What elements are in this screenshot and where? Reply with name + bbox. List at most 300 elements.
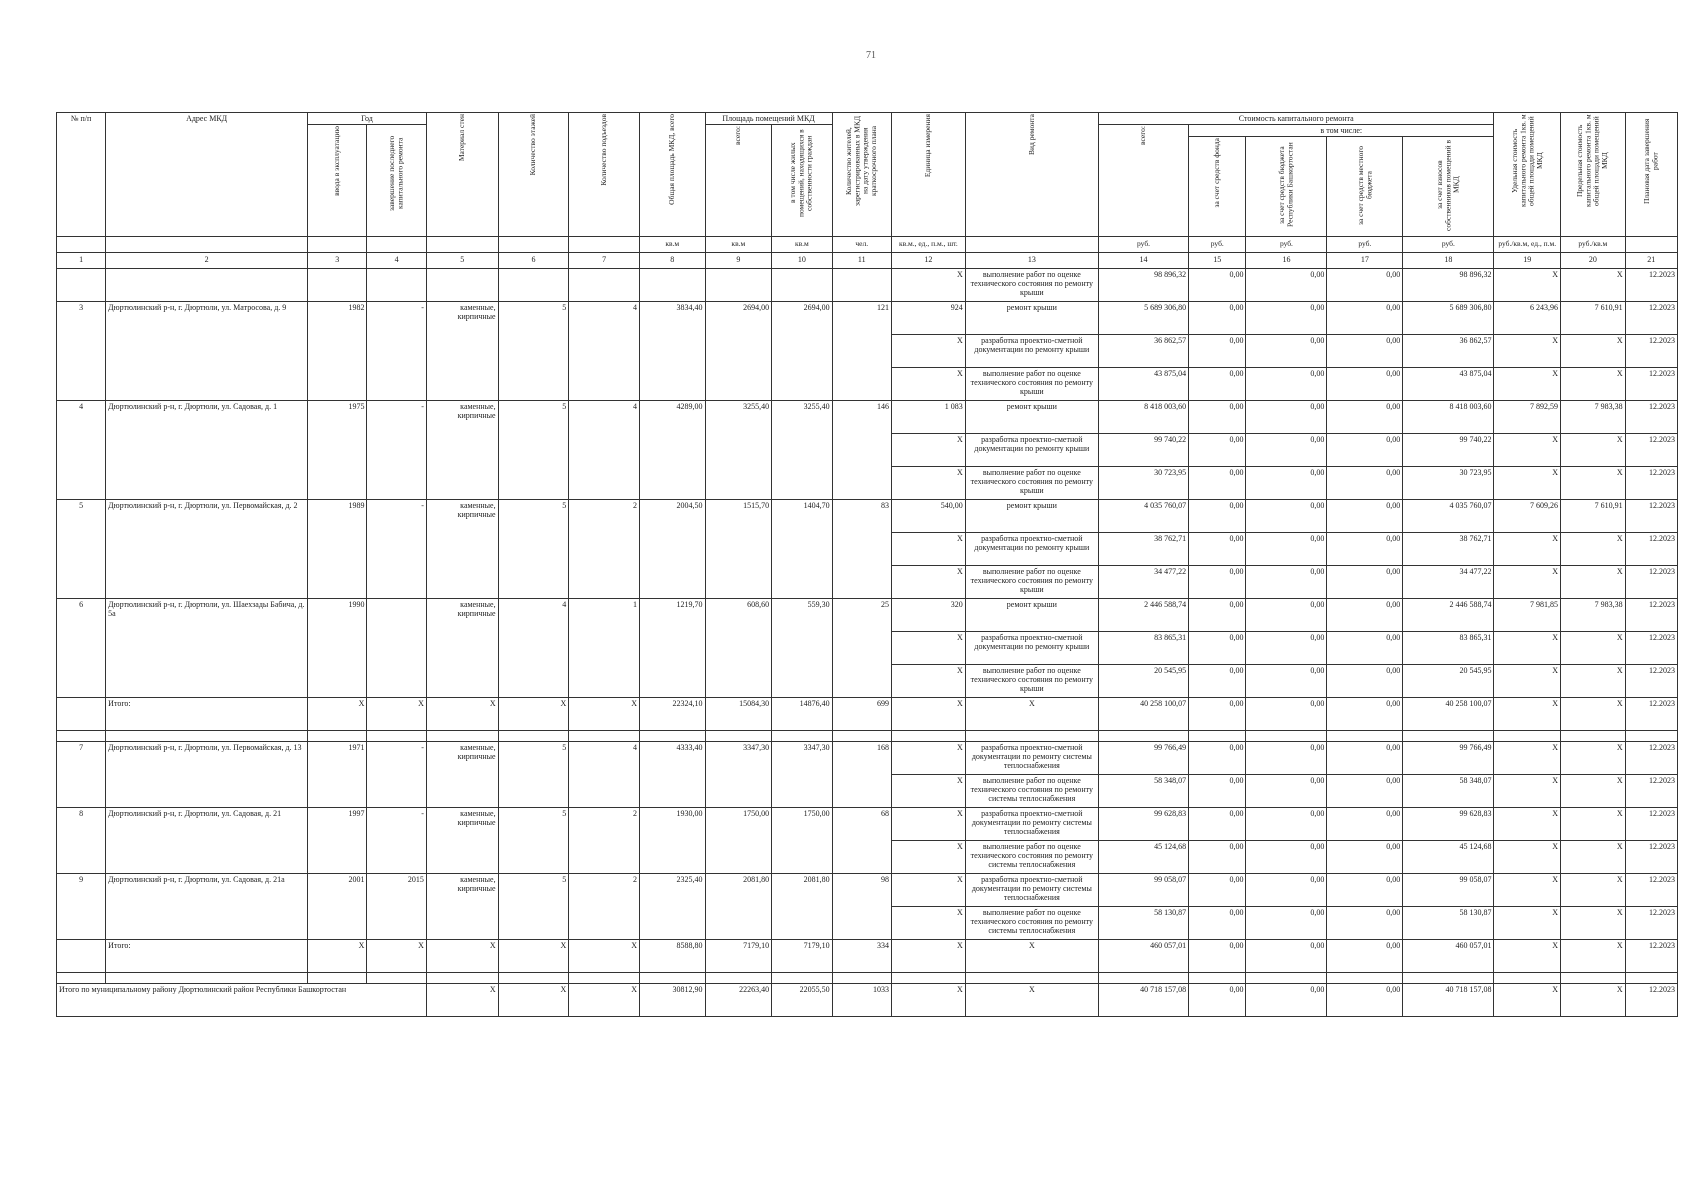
cost-republic-cell: 0,00 [1246, 367, 1327, 400]
unit-cell [57, 236, 106, 252]
cost-republic-cell: 0,00 [1246, 939, 1327, 972]
cost-local-cell: 0,00 [1327, 400, 1403, 433]
spacer-cell [106, 972, 308, 983]
premises-residential-cell: 3347,30 [772, 741, 832, 807]
col-floors-header: Количество этажей [498, 113, 569, 237]
grand-total-label: Итого по муниципальному району Дюртюлинский район Республики Башкортостан [57, 983, 427, 1016]
premises-total-cell: 15084,30 [705, 697, 772, 730]
cost-total-cell: 5 689 306,80 [1098, 301, 1188, 334]
cost-fund-cell: 0,00 [1189, 268, 1246, 301]
row-number [57, 697, 106, 730]
limit-cost-cell: X [1561, 873, 1626, 906]
year-commission-cell: X [308, 939, 367, 972]
spacer-cell [1327, 972, 1403, 983]
cost-fund-cell: 0,00 [1189, 840, 1246, 873]
cost-local-cell: 0,00 [1327, 664, 1403, 697]
unit-measure-cell: X [891, 433, 965, 466]
cost-local-cell: 0,00 [1327, 741, 1403, 774]
col-year-last-header: завершение последнего капитального ремонта [367, 125, 426, 236]
premises-residential-cell: 2081,80 [772, 873, 832, 939]
cost-fund-cell: 0,00 [1189, 400, 1246, 433]
premises-total-cell: 1515,70 [705, 499, 772, 598]
limit-cost-cell: X [1561, 697, 1626, 730]
grand-total-type: X [965, 983, 1098, 1016]
cost-local-cell: 0,00 [1327, 774, 1403, 807]
grand-total-unit: X [891, 983, 965, 1016]
premises-residential-cell [772, 268, 832, 301]
total-area-cell: 1930,00 [639, 807, 705, 873]
total-area-cell: 22324,10 [639, 697, 705, 730]
premises-residential-cell: 7179,10 [772, 939, 832, 972]
repair-type-cell: разработка проектно-сметной документации по ремонту крыши [965, 334, 1098, 367]
entrances-cell: X [569, 939, 640, 972]
col-address-header: Адрес МКД [106, 113, 308, 237]
unit-measure-cell: X [891, 334, 965, 367]
floors-cell: X [498, 697, 569, 730]
planned-date-cell: 12.2023 [1625, 741, 1677, 774]
cost-local-cell: 0,00 [1327, 301, 1403, 334]
cost-total-cell: 58 348,07 [1098, 774, 1188, 807]
repair-type-cell: разработка проектно-сметной документации по ремонту крыши [965, 532, 1098, 565]
unit-cell: руб./кв.м [1561, 236, 1626, 252]
col-premises-total-header: всего: [705, 125, 772, 236]
grand-total-date: 12.2023 [1625, 983, 1677, 1016]
table-row [57, 807, 1678, 840]
unit-measure-cell: 924 [891, 301, 965, 334]
cost-republic-cell: 0,00 [1246, 301, 1327, 334]
repair-type-cell: ремонт крыши [965, 301, 1098, 334]
address-cell: Дюртюлинский р-н, г. Дюртюли, ул. Первомайская, д. 13 [106, 741, 308, 807]
repair-type-cell: X [965, 697, 1098, 730]
cost-total-cell: 34 477,22 [1098, 565, 1188, 598]
spacer-cell [1189, 972, 1246, 983]
grand-total-local: 0,00 [1327, 983, 1403, 1016]
cost-owners-cell: 58 348,07 [1403, 774, 1494, 807]
col-unit-header: Единица измерения [891, 113, 965, 237]
cost-owners-cell: 83 865,31 [1403, 631, 1494, 664]
cost-republic-cell: 0,00 [1246, 268, 1327, 301]
planned-date-cell: 12.2023 [1625, 697, 1677, 730]
unit-cost-cell: 7 609,26 [1494, 499, 1561, 532]
cost-local-cell: 0,00 [1327, 433, 1403, 466]
limit-cost-cell: X [1561, 532, 1626, 565]
year-last-repair-cell [367, 598, 426, 697]
spacer-cell [1561, 972, 1626, 983]
spacer-cell [367, 730, 426, 741]
planned-date-cell: 12.2023 [1625, 433, 1677, 466]
limit-cost-cell: X [1561, 741, 1626, 774]
cost-owners-cell: 40 258 100,07 [1403, 697, 1494, 730]
unit-measure-cell: X [891, 906, 965, 939]
entrances-cell: X [569, 697, 640, 730]
total-area-cell: 3834,40 [639, 301, 705, 400]
floors-cell: 4 [498, 598, 569, 697]
column-number-cell: 18 [1403, 252, 1494, 268]
grand-total-limit: X [1561, 983, 1626, 1016]
unit-cost-cell: X [1494, 334, 1561, 367]
year-commission-cell: 1990 [308, 598, 367, 697]
spacer-cell [772, 972, 832, 983]
planned-date-cell: 12.2023 [1625, 367, 1677, 400]
cost-group-header: Стоимость капитального ремонта [1098, 113, 1494, 125]
total-area-cell: 8588,80 [639, 939, 705, 972]
premises-total-cell: 1750,00 [705, 807, 772, 873]
col-repair-type-header: Вид ремонта [965, 113, 1098, 237]
cost-fund-cell: 0,00 [1189, 598, 1246, 631]
unit-cell: кв.м [639, 236, 705, 252]
cost-republic-cell: 0,00 [1246, 499, 1327, 532]
year-commission-cell: 2001 [308, 873, 367, 939]
cost-local-cell: 0,00 [1327, 268, 1403, 301]
unit-cost-cell: X [1494, 268, 1561, 301]
total-area-cell: 2004,50 [639, 499, 705, 598]
spacer-cell [639, 730, 705, 741]
spacer-cell [498, 972, 569, 983]
limit-cost-cell: X [1561, 565, 1626, 598]
planned-date-cell: 12.2023 [1625, 334, 1677, 367]
cost-fund-cell: 0,00 [1189, 367, 1246, 400]
limit-cost-cell: 7 610,91 [1561, 301, 1626, 334]
unit-cell: руб. [1246, 236, 1327, 252]
spacer-cell [705, 972, 772, 983]
unit-cell [1625, 236, 1677, 252]
entrances-cell: 2 [569, 499, 640, 598]
planned-date-cell: 12.2023 [1625, 939, 1677, 972]
table-row [57, 499, 1678, 532]
cost-local-cell: 0,00 [1327, 565, 1403, 598]
spacer-cell [57, 730, 106, 741]
cost-republic-cell: 0,00 [1246, 631, 1327, 664]
cost-fund-cell: 0,00 [1189, 873, 1246, 906]
spacer-cell [891, 972, 965, 983]
year-commission-cell: 1982 [308, 301, 367, 400]
spacer-cell [1403, 730, 1494, 741]
cost-owners-cell: 38 762,71 [1403, 532, 1494, 565]
unit-measure-cell: X [891, 466, 965, 499]
planned-date-cell: 12.2023 [1625, 400, 1677, 433]
spacer-cell [1246, 730, 1327, 741]
spacer-cell [832, 972, 891, 983]
unit-cost-cell: X [1494, 631, 1561, 664]
spacer-cell [1625, 972, 1677, 983]
unit-measure-cell: X [891, 774, 965, 807]
premises-residential-cell: 2694,00 [772, 301, 832, 400]
spacer-cell [57, 972, 106, 983]
cost-local-cell: 0,00 [1327, 499, 1403, 532]
repair-type-cell: выполнение работ по оценке технического состояния по ремонту системы теплоснабжения [965, 906, 1098, 939]
planned-date-cell: 12.2023 [1625, 499, 1677, 532]
row-number: 7 [57, 741, 106, 807]
spacer-cell [772, 730, 832, 741]
cost-owners-cell: 99 058,07 [1403, 873, 1494, 906]
grand-total-floors: X [498, 983, 569, 1016]
capital-repair-table [56, 112, 1678, 1017]
column-numbers-row [57, 252, 1678, 268]
limit-cost-cell: X [1561, 334, 1626, 367]
cost-fund-cell: 0,00 [1189, 499, 1246, 532]
cost-fund-cell: 0,00 [1189, 939, 1246, 972]
spacer-cell [639, 972, 705, 983]
cost-owners-cell: 8 418 003,60 [1403, 400, 1494, 433]
spacer-cell [1561, 730, 1626, 741]
cost-owners-cell: 2 446 588,74 [1403, 598, 1494, 631]
grand-total-entrances: X [569, 983, 640, 1016]
column-number-cell: 13 [965, 252, 1098, 268]
entrances-cell: 2 [569, 807, 640, 873]
col-entrances-header: Количество подъездов [569, 113, 640, 237]
repair-type-cell: разработка проектно-сметной документации по ремонту крыши [965, 433, 1098, 466]
planned-date-cell: 12.2023 [1625, 268, 1677, 301]
unit-measure-cell: X [891, 565, 965, 598]
spacer-cell [1246, 972, 1327, 983]
cost-total-cell: 36 862,57 [1098, 334, 1188, 367]
page-number: 71 [866, 50, 876, 61]
floors-cell: 5 [498, 873, 569, 939]
cost-republic-cell: 0,00 [1246, 565, 1327, 598]
cost-total-cell: 30 723,95 [1098, 466, 1188, 499]
planned-date-cell: 12.2023 [1625, 631, 1677, 664]
year-last-repair-cell: X [367, 697, 426, 730]
floors-cell: 5 [498, 400, 569, 499]
cost-local-cell: 0,00 [1327, 697, 1403, 730]
spacer-cell [308, 730, 367, 741]
spacer-cell [832, 730, 891, 741]
floors-cell: 5 [498, 499, 569, 598]
spacer-cell [965, 972, 1098, 983]
cost-fund-cell: 0,00 [1189, 466, 1246, 499]
unit-cell: руб. [1098, 236, 1188, 252]
residents-cell: 98 [832, 873, 891, 939]
unit-cell [965, 236, 1098, 252]
floors-cell: X [498, 939, 569, 972]
col-cost-total-header: всего: [1098, 125, 1188, 236]
floors-cell [498, 268, 569, 301]
table-row [57, 268, 1678, 301]
unit-cell [367, 236, 426, 252]
address-cell [106, 268, 308, 301]
cost-owners-cell: 30 723,95 [1403, 466, 1494, 499]
spacer-cell [1494, 730, 1561, 741]
repair-type-cell: выполнение работ по оценке технического состояния по ремонту системы теплоснабжения [965, 774, 1098, 807]
unit-measure-cell: X [891, 664, 965, 697]
grand-total-material: X [426, 983, 498, 1016]
cost-total-cell: 99 058,07 [1098, 873, 1188, 906]
col-unit-cost-header: Удельная стоимость капитального ремонта 1кв. м общей площади помещений МКД [1494, 113, 1561, 237]
repair-type-cell: выполнение работ по оценке технического состояния по ремонту крыши [965, 664, 1098, 697]
cost-republic-cell: 0,00 [1246, 807, 1327, 840]
year-commission-cell: X [308, 697, 367, 730]
unit-measure-cell: X [891, 939, 965, 972]
table-row [57, 301, 1678, 334]
unit-measure-cell: X [891, 741, 965, 774]
premises-total-cell: 2081,80 [705, 873, 772, 939]
cost-fund-cell: 0,00 [1189, 741, 1246, 774]
entrances-cell: 4 [569, 400, 640, 499]
unit-cost-cell: X [1494, 939, 1561, 972]
cost-local-cell: 0,00 [1327, 873, 1403, 906]
material-cell [426, 268, 498, 301]
year-commission-cell: 1997 [308, 807, 367, 873]
premises-total-cell: 3255,40 [705, 400, 772, 499]
incl-header: в том числе: [1189, 125, 1494, 137]
spacer-row [57, 972, 1678, 983]
cost-local-cell: 0,00 [1327, 631, 1403, 664]
cost-fund-cell: 0,00 [1189, 807, 1246, 840]
grand-total-cost: 40 718 157,08 [1098, 983, 1188, 1016]
column-number-cell: 6 [498, 252, 569, 268]
premises-residential-cell: 559,30 [772, 598, 832, 697]
grand-total-residents: 1033 [832, 983, 891, 1016]
unit-measure-cell: 320 [891, 598, 965, 631]
residents-cell: 334 [832, 939, 891, 972]
planned-date-cell: 12.2023 [1625, 565, 1677, 598]
col-premises-res-header: в том числе жилых помещений, находящихся в собственности граждан [772, 125, 832, 236]
year-commission-cell: 1975 [308, 400, 367, 499]
col-cost-republic-header: за счет средств бюджета Республики Башкортостан [1246, 137, 1327, 236]
spacer-cell [106, 730, 308, 741]
column-number-cell: 21 [1625, 252, 1677, 268]
col-residents-header: Количество жителей, зарегистрированных в МКД на дату утверждения краткосрочного плана [832, 113, 891, 237]
row-number: 8 [57, 807, 106, 873]
limit-cost-cell: X [1561, 774, 1626, 807]
residents-cell: 146 [832, 400, 891, 499]
year-last-repair-cell [367, 268, 426, 301]
limit-cost-cell: 7 610,91 [1561, 499, 1626, 532]
limit-cost-cell: X [1561, 807, 1626, 840]
row-number [57, 268, 106, 301]
limit-cost-cell: X [1561, 631, 1626, 664]
spacer-cell [426, 972, 498, 983]
spacer-cell [965, 730, 1098, 741]
limit-cost-cell: X [1561, 906, 1626, 939]
column-number-cell: 11 [832, 252, 891, 268]
cost-owners-cell: 99 628,83 [1403, 807, 1494, 840]
material-cell: X [426, 697, 498, 730]
total-area-cell: 2325,40 [639, 873, 705, 939]
cost-local-cell: 0,00 [1327, 466, 1403, 499]
subtotal-row [57, 697, 1678, 730]
spacer-cell [1098, 972, 1188, 983]
cost-owners-cell: 58 130,87 [1403, 906, 1494, 939]
cost-total-cell: 460 057,01 [1098, 939, 1188, 972]
column-number-cell: 19 [1494, 252, 1561, 268]
spacer-row [57, 730, 1678, 741]
premises-group-header: Площадь помещений МКД [705, 113, 832, 125]
spacer-cell [1327, 730, 1403, 741]
limit-cost-cell: X [1561, 939, 1626, 972]
cost-local-cell: 0,00 [1327, 906, 1403, 939]
unit-measure-cell: X [891, 532, 965, 565]
premises-total-cell: 2694,00 [705, 301, 772, 400]
entrances-cell: 1 [569, 598, 640, 697]
residents-cell: 168 [832, 741, 891, 807]
cost-fund-cell: 0,00 [1189, 334, 1246, 367]
repair-type-cell: разработка проектно-сметной документации по ремонту системы теплоснабжения [965, 741, 1098, 774]
cost-owners-cell: 36 862,57 [1403, 334, 1494, 367]
premises-total-cell: 7179,10 [705, 939, 772, 972]
repair-type-cell: разработка проектно-сметной документации по ремонту системы теплоснабжения [965, 873, 1098, 906]
unit-cost-cell: X [1494, 774, 1561, 807]
unit-cell: кв.м [772, 236, 832, 252]
residents-cell: 121 [832, 301, 891, 400]
col-limit-cost-header: Предельная стоимость капитального ремонта 1кв. м общей площади помещений МКД [1561, 113, 1626, 237]
premises-total-cell [705, 268, 772, 301]
repair-type-cell: ремонт крыши [965, 598, 1098, 631]
unit-cell: руб. [1327, 236, 1403, 252]
unit-cost-cell: X [1494, 906, 1561, 939]
material-cell: каменные, кирпичные [426, 301, 498, 400]
address-cell: Дюртюлинский р-н, г. Дюртюли, ул. Шаехзады Бабича, д. 5а [106, 598, 308, 697]
cost-owners-cell: 4 035 760,07 [1403, 499, 1494, 532]
limit-cost-cell: X [1561, 268, 1626, 301]
cost-republic-cell: 0,00 [1246, 906, 1327, 939]
column-number-cell: 15 [1189, 252, 1246, 268]
address-cell: Дюртюлинский р-н, г. Дюртюли, ул. Садовая, д. 21 [106, 807, 308, 873]
repair-type-cell: выполнение работ по оценке технического состояния по ремонту крыши [965, 367, 1098, 400]
row-number: 6 [57, 598, 106, 697]
cost-owners-cell: 34 477,22 [1403, 565, 1494, 598]
table-row [57, 598, 1678, 631]
cost-total-cell: 99 740,22 [1098, 433, 1188, 466]
unit-cell: руб./кв.м, ед., п.м. [1494, 236, 1561, 252]
repair-type-cell: выполнение работ по оценке технического состояния по ремонту крыши [965, 268, 1098, 301]
unit-measure-cell: X [891, 873, 965, 906]
unit-cost-cell: 6 243,96 [1494, 301, 1561, 334]
unit-measure-cell: X [891, 268, 965, 301]
planned-date-cell: 12.2023 [1625, 774, 1677, 807]
address-cell: Итого: [106, 697, 308, 730]
planned-date-cell: 12.2023 [1625, 840, 1677, 873]
cost-owners-cell: 43 875,04 [1403, 367, 1494, 400]
year-group-header: Год [308, 113, 427, 125]
unit-cell: кв.м., ед., п.м., шт. [891, 236, 965, 252]
total-area-cell [639, 268, 705, 301]
cost-fund-cell: 0,00 [1189, 774, 1246, 807]
unit-cost-cell: X [1494, 466, 1561, 499]
cost-total-cell: 99 766,49 [1098, 741, 1188, 774]
premises-total-cell: 608,60 [705, 598, 772, 697]
cost-local-cell: 0,00 [1327, 532, 1403, 565]
cost-fund-cell: 0,00 [1189, 906, 1246, 939]
premises-residential-cell: 1750,00 [772, 807, 832, 873]
year-commission-cell: 1971 [308, 741, 367, 807]
limit-cost-cell: X [1561, 466, 1626, 499]
cost-total-cell: 43 875,04 [1098, 367, 1188, 400]
repair-type-cell: ремонт крыши [965, 499, 1098, 532]
col-cost-owners-header: за счет взносов собственников помещений в МКД [1403, 137, 1494, 236]
column-number-cell: 2 [106, 252, 308, 268]
spacer-cell [1625, 730, 1677, 741]
grand-total-fund: 0,00 [1189, 983, 1246, 1016]
repair-type-cell: разработка проектно-сметной документации по ремонту системы теплоснабжения [965, 807, 1098, 840]
total-area-cell: 4289,00 [639, 400, 705, 499]
cost-republic-cell: 0,00 [1246, 774, 1327, 807]
unit-measure-cell: 540,00 [891, 499, 965, 532]
planned-date-cell: 12.2023 [1625, 664, 1677, 697]
col-num-header: № п/п [57, 113, 106, 237]
year-last-repair-cell: X [367, 939, 426, 972]
repair-type-cell: разработка проектно-сметной документации по ремонту крыши [965, 631, 1098, 664]
cost-republic-cell: 0,00 [1246, 873, 1327, 906]
material-cell: каменные, кирпичные [426, 807, 498, 873]
column-number-cell: 12 [891, 252, 965, 268]
material-cell: каменные, кирпичные [426, 741, 498, 807]
cost-total-cell: 8 418 003,60 [1098, 400, 1188, 433]
planned-date-cell: 12.2023 [1625, 873, 1677, 906]
grand-total-premises-res: 22055,50 [772, 983, 832, 1016]
limit-cost-cell: X [1561, 433, 1626, 466]
table-row [57, 741, 1678, 774]
